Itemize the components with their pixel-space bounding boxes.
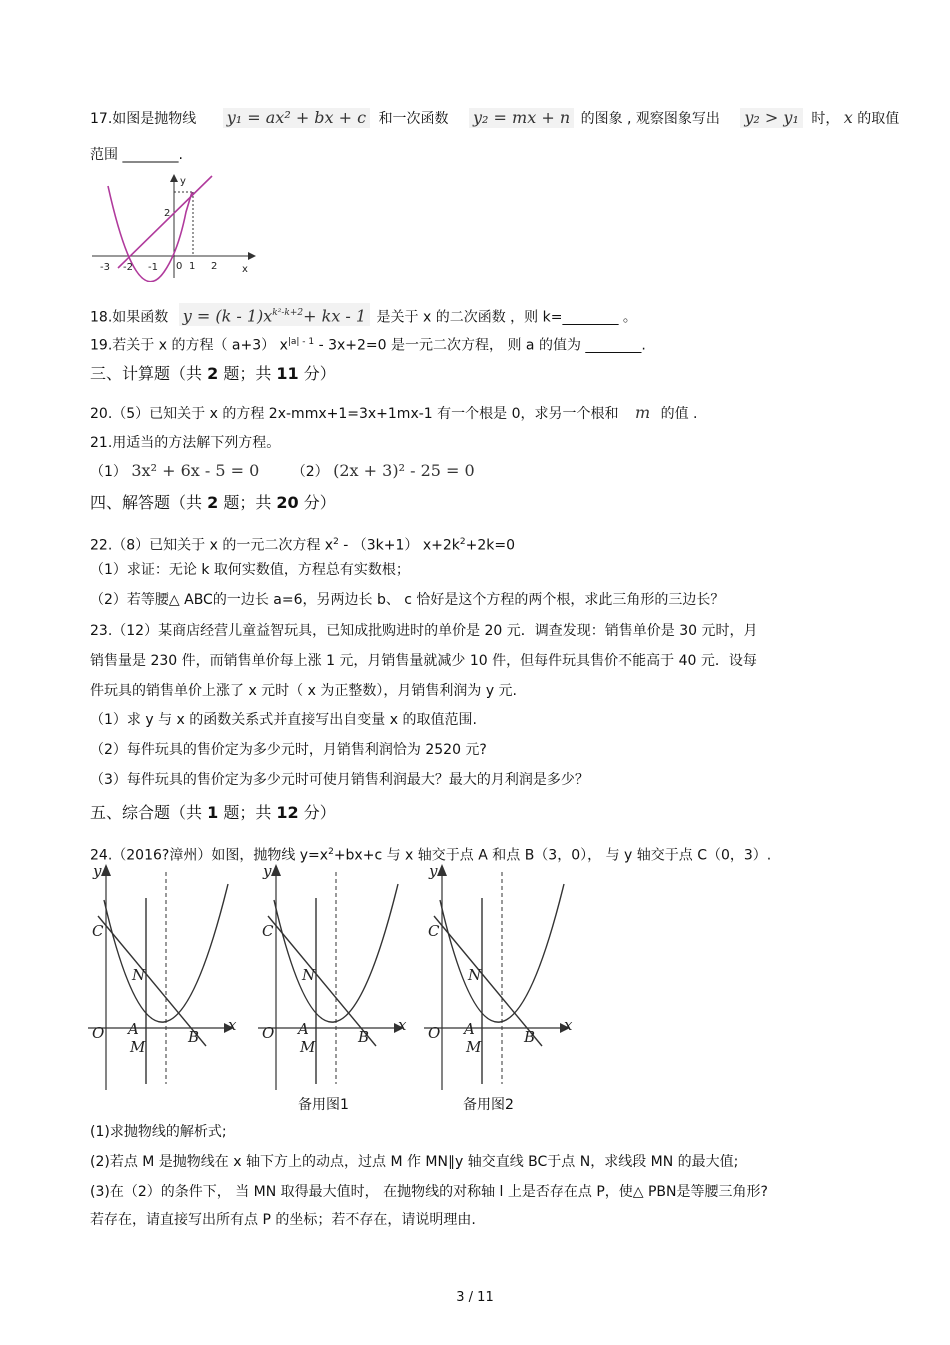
formula-m: m <box>634 403 651 422</box>
q22-part1: （1）求证：无论 k 取何实数值，方程总有实数根； <box>90 562 410 578</box>
q22-line: 22.（8）已知关于 x 的一元二次方程 $x^2 - (3k+1)$ $x+2k^2+2k=0$ <box>90 537 516 554</box>
fig-label-A: A <box>464 1020 475 1038</box>
formula-x: x <box>843 108 853 127</box>
fig-label-B: B <box>524 1028 536 1046</box>
q21-parts: （1） 3x² + 6x - 5 = 0 （2） (2x + 3)² - 25 = 0 <box>90 461 475 480</box>
fig-label-y: y <box>263 862 272 880</box>
fig-label-N: N <box>468 966 482 984</box>
line-curve <box>118 176 212 268</box>
q23-line3: 件玩具的销售单价上涨了 x 元时（ x 为正整数），月销售利润为 y 元. <box>90 683 518 699</box>
fig-label-C: C <box>428 922 440 940</box>
fig-label-B: B <box>358 1028 370 1046</box>
x-tick-2: 2 <box>211 261 218 272</box>
fig-label-N: N <box>132 966 146 984</box>
caption-spare-2: 备用图2 <box>463 1097 514 1113</box>
q22-part2: （2）若等腰△ ABC的一边长 a=6，另两边长 b、 c 恰好是这个方程的两个根，求此三角形的三边长？ <box>90 592 725 608</box>
fig-label-O: O <box>262 1024 275 1042</box>
figure-17-graph <box>88 172 258 282</box>
fig-label-A: A <box>298 1020 309 1038</box>
line-bc <box>434 916 542 1046</box>
fig-label-x: x <box>564 1016 573 1034</box>
q17-line2: 范围 ________. <box>90 147 183 163</box>
fig-label-A: A <box>128 1020 139 1038</box>
q18-line: 18.如果函数 $y = (k - 1)x^{k^2-k+2}+$ kx - 1 是关于 x 的二次函数 ，则 k=________ 。 <box>90 303 637 327</box>
q23-part3: （3）每件玩具的售价定为多少元时可使月销售利润最大？最大的月利润是多少？ <box>90 772 589 788</box>
q24-part2: (2)若点 M 是抛物线在 x 轴下方上的动点，过点 M 作 MN∥y 轴交直线 BC于点 N，求线段 MN 的最大值; <box>90 1154 739 1170</box>
fig-label-M: M <box>130 1038 146 1056</box>
x-tick-0: 0 <box>176 261 183 272</box>
page-number: 3 / 11 <box>456 1290 494 1305</box>
figure-24-spare-1 <box>258 862 408 1092</box>
q21-title: 21.用适当的方法解下列方程。 <box>90 435 281 451</box>
x-tick-1: 1 <box>189 261 196 272</box>
formula-q21-2: (2x + 3)² - 25 = 0 <box>333 461 475 480</box>
formula-inequality: y₂ > y₁ <box>740 108 802 128</box>
formula-q18: $y = (k - 1)x^{k^2-k+2}+$ kx - 1 <box>179 303 370 326</box>
caption-spare-1: 备用图1 <box>298 1097 349 1113</box>
formula-linear: y₂ = mx + n <box>469 108 574 128</box>
x-axis-label: x <box>242 264 248 275</box>
x-tick-n2: -2 <box>123 262 133 273</box>
fig-label-x: x <box>398 1016 407 1034</box>
q24-part3: (3)在（2）的条件下， 当 MN 取得最大值时， 在抛物线的对称轴 l 上是否存在点 P，使△ PBN是等腰三角形? <box>90 1184 768 1200</box>
figure-24-main <box>88 862 238 1092</box>
formula-parabola: y₁ = ax² + bx + c <box>223 108 370 128</box>
q24-line: 24.（2016?漳州）如图，抛物线 $y=x^2+bx+c$ 与 x 轴交于点 A 和点 B（3，0）， 与 y 轴交于点 C（0，3）. <box>90 847 772 864</box>
figure-24-spare-2 <box>424 862 574 1092</box>
x-tick-n1: -1 <box>148 262 158 273</box>
fig-label-y: y <box>429 862 438 880</box>
y-axis-arrow <box>101 864 111 876</box>
section-5-heading: 五、综合题（共 1 题；共 12 分） <box>90 803 336 822</box>
section-4-heading: 四、解答题（共 2 题；共 20 分） <box>90 493 336 512</box>
line-bc <box>268 916 376 1046</box>
fig-label-O: O <box>92 1024 105 1042</box>
y-tick-2: 2 <box>164 208 171 219</box>
fig-label-y: y <box>93 862 102 880</box>
q19-line: 19.若关于 x 的方程（ a+3） $x^{|a| - 1} - 3x+2=0$ 是一元二次方程， 则 a 的值为 ________. <box>90 337 646 354</box>
q24-part4: 若存在，请直接写出所有点 P 的坐标；若不存在，请说明理由. <box>90 1212 476 1228</box>
q23-part2: （2）每件玩具的售价定为多少元时，月销售利润恰为 2520 元? <box>90 742 487 758</box>
fig-label-O: O <box>428 1024 441 1042</box>
q23-part1: （1）求 y 与 x 的函数关系式并直接写出自变量 x 的取值范围. <box>90 712 477 728</box>
fig-label-M: M <box>300 1038 316 1056</box>
fig-label-C: C <box>92 922 104 940</box>
y-axis-arrow <box>437 864 447 876</box>
line-bc <box>98 916 206 1046</box>
q17-line1: 17.如图是抛物线 y₁ = ax² + bx + c 和一次函数 y₂ = mx + n 的图象 , 观察图象写出 y₂ > y₁ 时， x 的取值 <box>90 108 900 127</box>
y-axis-arrow <box>271 864 281 876</box>
formula-q21-1: 3x² + 6x - 5 = 0 <box>131 461 260 480</box>
x-tick-n3: -3 <box>100 262 110 273</box>
q24-part1: (1)求抛物线的解析式; <box>90 1124 227 1140</box>
section-3-heading: 三、计算题（共 2 题；共 11 分） <box>90 364 336 383</box>
q20-line: 20.（5）已知关于 x 的方程 2x-mmx+1=3x+1mx-1 有一个根是 0，求另一个根和 m 的值 . <box>90 403 698 422</box>
y-axis-label: y <box>180 176 186 187</box>
fig-label-M: M <box>466 1038 482 1056</box>
fig-label-x: x <box>228 1016 237 1034</box>
q23-line1: 23.（12）某商店经营儿童益智玩具，已知成批购进时的单价是 20 元．调查发现：销售单价是 30 元时，月 <box>90 623 758 639</box>
q23-line2: 销售量是 230 件，而销售单价每上涨 1 元，月销售量就减少 10 件，但每件玩具售价不能高于 40 元．设每 <box>90 653 757 669</box>
fig-label-C: C <box>262 922 274 940</box>
fig-label-B: B <box>188 1028 200 1046</box>
fig-label-N: N <box>302 966 316 984</box>
